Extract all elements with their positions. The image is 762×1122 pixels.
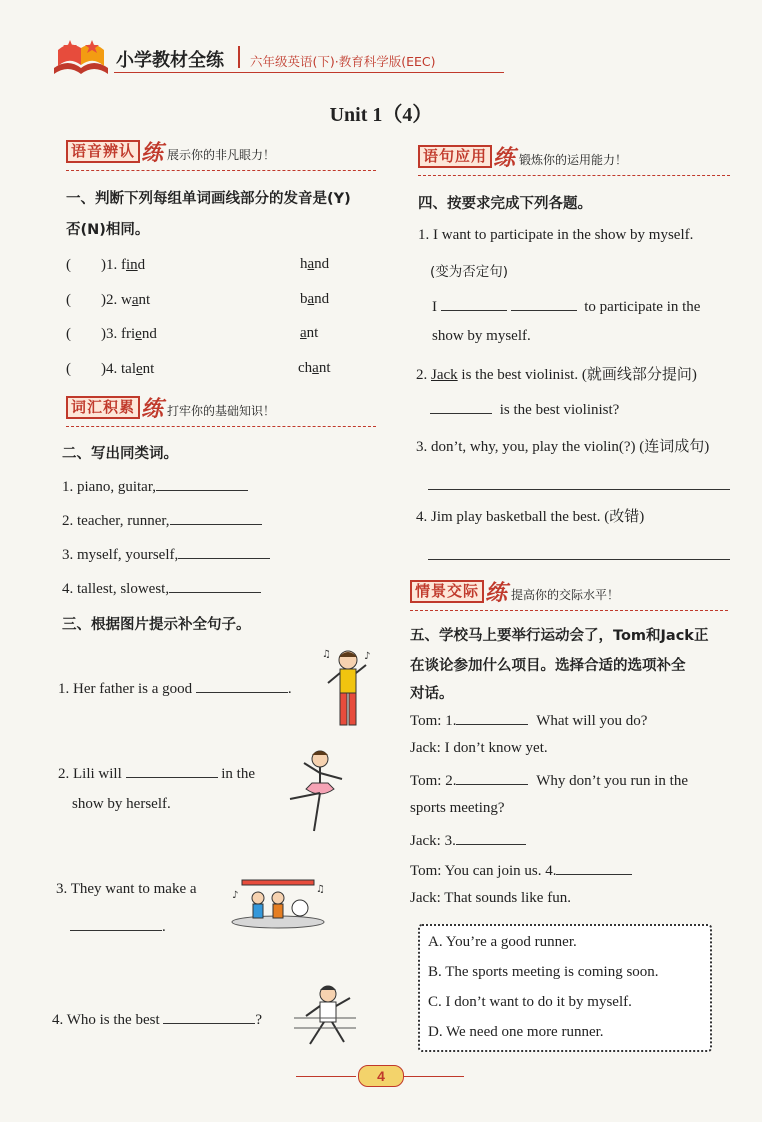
section-slogan: 提高你的交际水平！ <box>511 587 620 602</box>
section-badge-vocab <box>66 395 276 422</box>
q2-item <box>62 578 261 598</box>
speaker-text: Tom: 1. <box>410 713 457 729</box>
dialogue-text: Why don’t you run in the <box>536 773 688 789</box>
item-text: is the best violinist? <box>499 402 620 418</box>
item-text: is the best violinist. (就画线部分提问) <box>461 367 697 383</box>
underlined-part: Jack <box>431 367 458 383</box>
q5-title-cont: 对话。 <box>410 686 454 702</box>
q3-item <box>56 881 197 898</box>
singer-illustration-icon <box>318 645 380 735</box>
item-text: . <box>162 919 166 935</box>
speaker-text: Tom: You can join us. 4. <box>410 863 557 879</box>
svg-text:♫: ♫ <box>322 649 331 660</box>
page-number: 4 <box>358 1065 404 1087</box>
answer-line[interactable] <box>428 559 730 560</box>
q1-compare-word <box>298 360 331 377</box>
header-title: 小学教材全练 <box>116 50 224 71</box>
ballet-dancer-illustration-icon <box>284 745 354 837</box>
q4-item-2-answer <box>430 399 619 419</box>
q1-item <box>66 288 150 309</box>
q1-item <box>66 322 157 343</box>
item-text: 4. Who is the best <box>52 1012 160 1028</box>
footer-rule-right <box>404 1076 464 1077</box>
item-text: 3. myself, yourself, <box>62 547 179 563</box>
q2-item <box>62 476 248 496</box>
q1-compare-word <box>300 291 329 308</box>
answer-blank[interactable] <box>441 296 507 311</box>
q4-title: 四、按要求完成下列各题。 <box>418 196 592 212</box>
speaker-text: Jack: 3. <box>410 833 456 849</box>
dialogue-line: Jack: I don’t know yet. <box>410 740 548 756</box>
answer-blank[interactable] <box>430 399 492 414</box>
q1-title: 一、判断下列每组单词画线部分的发音是(Y) <box>66 191 351 207</box>
section-badge-lian: 练 <box>141 139 164 166</box>
underlined-part: e <box>135 326 142 342</box>
item-text: 1. Her father is a good <box>58 681 193 697</box>
q2-item <box>62 510 262 530</box>
svg-text:♫: ♫ <box>316 884 325 895</box>
header-rule <box>114 72 504 73</box>
item-number: 2. <box>416 367 428 383</box>
item-text: I <box>432 299 437 315</box>
word-part: nd <box>314 256 330 272</box>
section-slogan: 打牢你的基础知识！ <box>167 403 276 418</box>
underlined-part: a <box>312 360 319 376</box>
section-divider <box>418 175 730 177</box>
header-divider <box>238 46 240 68</box>
item-number: ( )4. <box>66 361 118 377</box>
answer-blank[interactable] <box>196 678 288 693</box>
section-badge-lian: 练 <box>485 579 508 606</box>
q4-item-1: 1. I want to participate in the show by myself. <box>418 227 694 243</box>
answer-blank[interactable] <box>178 544 270 559</box>
section-badge-lian: 练 <box>493 144 516 171</box>
section-slogan: 锻炼你的运用能力！ <box>519 152 628 167</box>
underlined-part: in <box>126 257 138 273</box>
item-text: to participate in the <box>584 299 701 315</box>
q5-title-cont: 在谈论参加什么项目。选择合适的选项补全 <box>410 658 686 674</box>
q1-compare-word <box>300 256 329 273</box>
word-part: nt <box>318 360 331 376</box>
svg-text:♪: ♪ <box>232 890 239 901</box>
dialogue-line <box>410 710 647 730</box>
item-text: 2. teacher, runner, <box>62 513 170 529</box>
answer-blank[interactable] <box>456 770 528 785</box>
option-b: B. The sports meeting is coming soon. <box>428 964 659 980</box>
section-badge-phonics <box>66 139 276 166</box>
section-badge-label: 词汇积累 <box>66 396 140 419</box>
answer-blank[interactable] <box>169 578 261 593</box>
section-badge-label: 情景交际 <box>410 580 484 603</box>
answer-blank[interactable] <box>556 860 632 875</box>
answer-line[interactable] <box>428 489 730 490</box>
underlined-part: a <box>300 325 307 341</box>
dialogue-line: sports meeting? <box>410 800 505 816</box>
q5-title: 五、学校马上要举行运动会了，Tom和Jack正 <box>410 628 709 644</box>
word-part: f <box>121 257 126 273</box>
q3-item-cont: show by herself. <box>72 796 171 812</box>
answer-blank[interactable] <box>70 916 162 931</box>
section-badge-label: 语句应用 <box>418 145 492 168</box>
item-text: 4. tallest, slowest, <box>62 581 170 597</box>
header-subtitle: 六年级英语(下)·教育科学版(EEC) <box>250 54 436 69</box>
q1-title-cont: 否(N)相同。 <box>66 222 150 238</box>
answer-blank[interactable] <box>163 1009 255 1024</box>
q1-item <box>66 253 145 274</box>
section-badge-sentences <box>418 144 628 171</box>
q4-item-2 <box>416 363 697 384</box>
header <box>30 38 530 78</box>
item-text: ? <box>255 1012 263 1028</box>
word-part: nt <box>142 361 155 377</box>
speaker-text: Tom: 2. <box>410 773 457 789</box>
underlined-part: a <box>307 291 315 307</box>
section-badge-lian: 练 <box>141 395 164 422</box>
word-part: nd <box>314 291 330 307</box>
word-part: nt <box>306 325 319 341</box>
dialogue-line <box>410 830 526 850</box>
q3-item <box>52 1009 262 1029</box>
runner-illustration-icon <box>290 982 360 1054</box>
dialogue-line: Jack: That sounds like fun. <box>410 890 571 906</box>
answer-blank[interactable] <box>170 510 262 525</box>
word-part: nt <box>138 292 151 308</box>
word-part: tal <box>121 361 136 377</box>
answer-blank[interactable] <box>511 296 577 311</box>
option-c: C. I don’t want to do it by myself. <box>428 994 632 1010</box>
book-logo-icon <box>50 38 112 78</box>
q1-compare-word <box>300 325 318 342</box>
item-text: in the <box>221 766 255 782</box>
q3-item <box>58 678 292 698</box>
item-number: ( )1. <box>66 257 118 273</box>
unit-title: Unit 1（4） <box>329 104 433 126</box>
answer-blank[interactable] <box>456 710 528 725</box>
underlined-part: e <box>136 361 143 377</box>
section-badge-label: 语音辨认 <box>66 140 140 163</box>
q4-item-1-answer <box>432 296 700 316</box>
answer-blank[interactable] <box>156 476 248 491</box>
svg-text:♪: ♪ <box>364 651 371 662</box>
q2-item <box>62 544 270 564</box>
dialogue-line <box>410 770 688 790</box>
section-divider <box>410 610 728 612</box>
q4-item-1-cont: show by myself. <box>432 328 531 344</box>
item-number: ( )2. <box>66 292 118 308</box>
q3-item <box>58 763 255 783</box>
underlined-part: a <box>131 292 139 308</box>
answer-blank[interactable] <box>456 830 526 845</box>
options-box <box>418 924 712 1052</box>
word-part: fri <box>121 326 136 342</box>
q1-item <box>66 357 154 378</box>
underlined-part: a <box>307 256 315 272</box>
word-part: w <box>121 292 132 308</box>
dialogue-line <box>410 860 632 880</box>
word-part: d <box>137 257 146 273</box>
q4-item-4: 4. Jim play basketball the best. (改错) <box>416 509 645 525</box>
item-number: ( )3. <box>66 326 118 342</box>
q4-item-1-instruction: (变为否定句) <box>430 264 509 280</box>
word-part: ch <box>298 360 313 376</box>
section-badge-dialogue <box>410 579 620 606</box>
footer-rule-left <box>296 1076 356 1077</box>
band-illustration-icon <box>228 872 328 930</box>
section-divider <box>66 426 376 428</box>
option-a: A. You’re a good runner. <box>428 934 577 950</box>
item-text: 2. Lili will <box>58 766 122 782</box>
word-part: h <box>300 256 308 272</box>
q4-item-3: 3. don’t, why, you, play the violin(?) (连词成句) <box>416 439 710 455</box>
q3-item-cont <box>70 916 166 936</box>
q3-title: 三、根据图片提示补全句子。 <box>62 617 251 633</box>
dialogue-text: What will you do? <box>536 713 648 729</box>
item-text: . <box>287 681 292 697</box>
option-d: D. We need one more runner. <box>428 1024 604 1040</box>
section-divider <box>66 170 376 172</box>
answer-blank[interactable] <box>126 763 218 778</box>
q2-title: 二、写出同类词。 <box>62 446 178 462</box>
item-text: 3. They want to make a <box>56 881 197 897</box>
item-text: 1. piano, guitar, <box>62 479 156 495</box>
word-part: b <box>300 291 308 307</box>
word-part: nd <box>141 326 157 342</box>
section-slogan: 展示你的非凡眼力！ <box>167 147 276 162</box>
